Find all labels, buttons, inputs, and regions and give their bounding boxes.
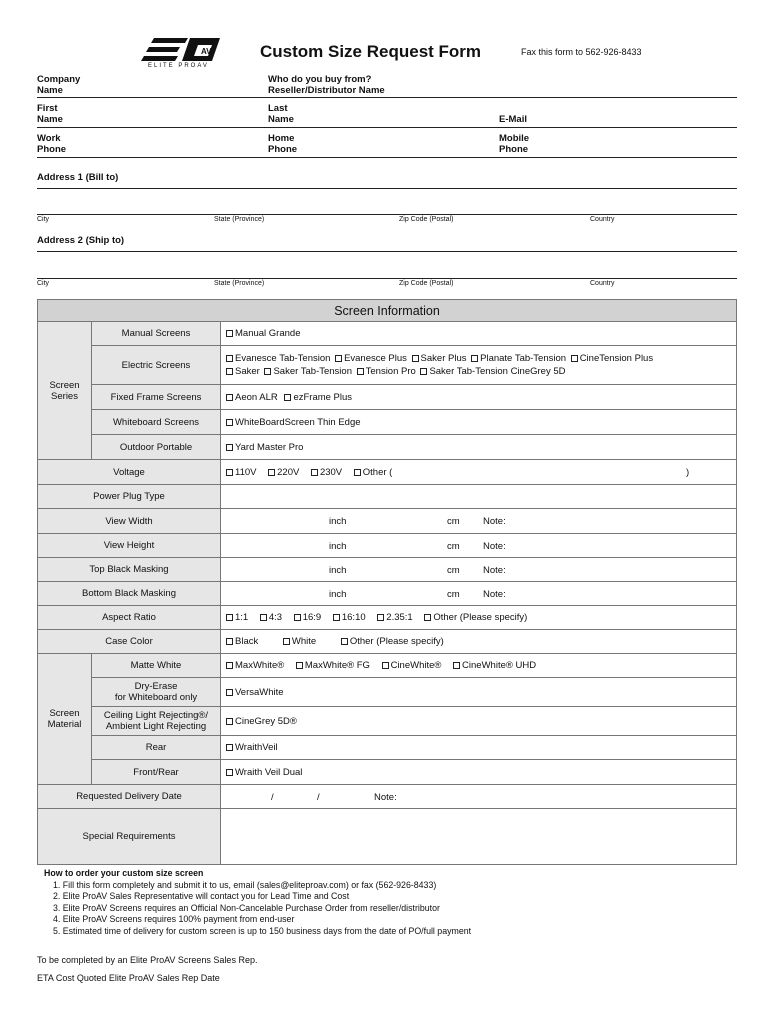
address1-line [37, 188, 737, 189]
front-rear-label: Front/Rear [92, 760, 221, 785]
checkbox[interactable] [377, 614, 384, 621]
checkbox[interactable] [226, 469, 233, 476]
rear-options [221, 736, 737, 760]
how-to-order [44, 868, 471, 937]
voltage-label: Voltage [38, 460, 221, 485]
front-rear-options [221, 760, 737, 785]
how-to-step: 1. Fill this form completely and submit it to us, email (sales@eliteproav.com) or fax (562-926-8433) [53, 879, 437, 890]
who-buy-from-label: Who do you buy from? Reseller/Distributor Name [268, 74, 385, 96]
fixed-frame-screens-label: Fixed Frame Screens [92, 385, 221, 410]
screen-material-label: Screen Material [38, 654, 92, 785]
eta-line: ETA Cost Quoted Elite ProAV Sales Rep Date [37, 973, 220, 983]
option-aeon-alr[interactable]: Aeon ALR [226, 392, 278, 403]
delivery-date-label: Requested Delivery Date [38, 785, 221, 809]
how-to-step: 5. Estimated time of delivery for custom screen is up to 150 business days from the date of PO/full payment [53, 925, 472, 936]
option-saker[interactable]: Saker [226, 366, 260, 377]
option-tension-pro[interactable]: Tension Pro [357, 366, 416, 377]
option-saker-tab-tension[interactable]: Saker Tab-Tension [264, 366, 352, 377]
case-color-label: Case Color [38, 630, 221, 654]
whiteboard-options [221, 410, 737, 435]
screen-information-header: Screen Information [38, 300, 737, 322]
checkbox[interactable] [226, 394, 233, 401]
special-requirements-field[interactable] [221, 809, 737, 865]
address2-country-label: Country [590, 280, 615, 287]
light-rejecting-options [221, 707, 737, 736]
option-maxwhite-fg[interactable]: MaxWhite® FG [296, 660, 370, 671]
power-plug-type-field[interactable] [221, 485, 737, 509]
checkbox[interactable] [571, 355, 578, 362]
first-name-label: First Name [37, 103, 63, 125]
matte-white-options [221, 654, 737, 678]
fixed-frame-options [221, 385, 737, 410]
fax-note: Fax this form to 562-926-8433 [521, 47, 642, 57]
rear-label: Rear [92, 736, 221, 760]
address2-line [37, 251, 737, 252]
view-height-field[interactable]: inch cm Note: [221, 534, 737, 558]
power-plug-type-label: Power Plug Type [38, 485, 221, 509]
option-cinegrey-5d[interactable]: CineGrey 5D® [226, 716, 297, 727]
option-1-1[interactable]: 1:1 [226, 612, 248, 623]
checkbox[interactable] [226, 662, 233, 669]
svg-text:AV: AV [201, 47, 212, 56]
address2-zip-label: Zip Code (Postal) [399, 280, 454, 287]
checkbox[interactable] [268, 469, 275, 476]
logo-text: ELITE PROAV [148, 63, 209, 69]
checkbox[interactable] [341, 638, 348, 645]
mobile-phone-label: Mobile Phone [499, 133, 530, 155]
address1-zip-label: Zip Code (Postal) [399, 216, 454, 223]
company-name-label: Company Name [37, 74, 81, 96]
checkbox[interactable] [412, 355, 419, 362]
address2-city-label: City [37, 280, 50, 287]
option-saker-tab-tension-cinegrey[interactable]: Saker Tab-Tension CineGrey 5D [420, 366, 565, 377]
divider-line [37, 97, 737, 98]
divider-line [37, 157, 737, 158]
option-other-color[interactable]: Other (Please specify) [341, 636, 444, 647]
bottom-black-masking-field[interactable]: inch cm Note: [221, 582, 737, 606]
checkbox[interactable] [453, 662, 460, 669]
option-versawhite[interactable]: VersaWhite [226, 687, 284, 698]
checkbox[interactable] [296, 662, 303, 669]
option-230v[interactable]: 230V [311, 467, 342, 478]
option-other-voltage[interactable]: Other ( [354, 467, 393, 478]
option-2-35-1[interactable]: 2.35:1 [377, 612, 412, 623]
screen-information-table [37, 299, 737, 865]
checkbox[interactable] [354, 469, 361, 476]
manual-screens-options [221, 322, 737, 346]
case-color-options [221, 630, 737, 654]
checkbox[interactable] [226, 419, 233, 426]
option-cinewhite-uhd[interactable]: CineWhite® UHD [453, 660, 536, 671]
address1-city-line [37, 214, 737, 215]
checkbox[interactable] [357, 368, 364, 375]
dry-erase-options [221, 678, 737, 707]
option-saker-plus[interactable]: Saker Plus [412, 353, 467, 364]
option-16-9[interactable]: 16:9 [294, 612, 322, 623]
divider-line [37, 127, 737, 128]
checkbox[interactable] [420, 368, 427, 375]
option-ezframe-plus[interactable]: ezFrame Plus [284, 392, 352, 403]
option-evanesce-tab-tension[interactable]: Evanesce Tab-Tension [226, 353, 330, 364]
elite-proav-logo [140, 36, 225, 70]
aspect-ratio-label: Aspect Ratio [38, 606, 221, 630]
email-label: E-Mail [499, 114, 527, 125]
view-width-field[interactable]: inch cm Note: [221, 509, 737, 534]
option-cinetension-plus[interactable]: CineTension Plus [571, 353, 653, 364]
outdoor-portable-label: Outdoor Portable [92, 435, 221, 460]
address1-city-label: City [37, 216, 50, 223]
address1-state-label: State (Province) [214, 216, 265, 223]
checkbox[interactable] [311, 469, 318, 476]
how-to-step: 4. Elite ProAV Screens requires 100% payment from end-user [53, 914, 295, 924]
option-4-3[interactable]: 4:3 [260, 612, 282, 623]
option-other-aspect[interactable]: Other (Please specify) [424, 612, 527, 623]
checkbox[interactable] [226, 355, 233, 362]
top-black-masking-field[interactable]: inch cm Note: [221, 558, 737, 582]
voltage-close-paren: ) [686, 467, 690, 478]
checkbox[interactable] [333, 614, 340, 621]
option-wraithveil[interactable]: WraithVeil [226, 742, 278, 753]
address2-state-label: State (Province) [214, 280, 265, 287]
option-110v[interactable]: 110V [226, 467, 256, 478]
special-requirements-label: Special Requirements [38, 809, 221, 865]
home-phone-label: Home Phone [268, 133, 298, 155]
checkbox[interactable] [382, 662, 389, 669]
form-title: Custom Size Request Form [260, 42, 482, 61]
option-whiteboardscreen-thin-edge[interactable]: WhiteBoardScreen Thin Edge [226, 417, 361, 428]
address1-label: Address 1 (Bill to) [37, 172, 119, 183]
option-black[interactable]: Black [226, 636, 258, 647]
checkbox[interactable] [284, 394, 291, 401]
checkbox[interactable] [226, 330, 233, 337]
how-to-title: How to order your custom size screen [44, 868, 204, 878]
option-220v[interactable]: 220V [268, 467, 299, 478]
checkbox[interactable] [264, 368, 271, 375]
work-phone-label: Work Phone [37, 133, 67, 155]
checkbox[interactable] [335, 355, 342, 362]
how-to-step: 3. Elite ProAV Screens requires an Official Non-Cancelable Purchase Order from reseller/distributor [53, 902, 440, 913]
electric-screens-options [221, 346, 737, 385]
address2-label: Address 2 (Ship to) [37, 235, 125, 246]
dry-erase-label: Dry-Erase for Whiteboard only [92, 678, 221, 707]
checkbox[interactable] [226, 614, 233, 621]
outdoor-portable-options [221, 435, 737, 460]
aspect-ratio-options [221, 606, 737, 630]
option-cinewhite[interactable]: CineWhite® [382, 660, 442, 671]
option-manual-grande[interactable]: Manual Grande [226, 328, 300, 339]
option-maxwhite[interactable]: MaxWhite® [226, 660, 284, 671]
address2-city-line [37, 278, 737, 279]
option-yard-master-pro[interactable]: Yard Master Pro [226, 442, 303, 453]
option-16-10[interactable]: 16:10 [333, 612, 366, 623]
checkbox[interactable] [226, 689, 233, 696]
checkbox[interactable] [226, 744, 233, 751]
view-height-label: View Height [38, 534, 221, 558]
matte-white-label: Matte White [92, 654, 221, 678]
option-wraith-veil-dual[interactable]: Wraith Veil Dual [226, 767, 302, 778]
top-black-masking-label: Top Black Masking [38, 558, 221, 582]
option-evanesce-plus[interactable]: Evanesce Plus [335, 353, 407, 364]
option-planate-tab-tension[interactable]: Planate Tab-Tension [471, 353, 566, 364]
checkbox[interactable] [226, 444, 233, 451]
bottom-black-masking-label: Bottom Black Masking [38, 582, 221, 606]
electric-screens-label: Electric Screens [92, 346, 221, 385]
last-name-label: Last Name [268, 103, 294, 125]
checkbox[interactable] [260, 614, 267, 621]
option-white[interactable]: White [283, 636, 316, 647]
whiteboard-screens-label: Whiteboard Screens [92, 410, 221, 435]
checkbox[interactable] [226, 638, 233, 645]
checkbox[interactable] [226, 718, 233, 725]
address1-country-label: Country [590, 216, 615, 223]
checkbox[interactable] [283, 638, 290, 645]
view-width-label: View Width [38, 509, 221, 534]
how-to-step: 2. Elite ProAV Sales Representative will contact you for Lead Time and Cost [53, 891, 350, 901]
completed-by-note: To be completed by an Elite ProAV Screens Sales Rep. [37, 955, 258, 965]
screen-series-label: Screen Series [38, 322, 92, 460]
checkbox[interactable] [294, 614, 301, 621]
voltage-options [221, 460, 737, 485]
delivery-date-field[interactable]: / / Note: [221, 785, 737, 809]
checkbox[interactable] [226, 368, 233, 375]
checkbox[interactable] [226, 769, 233, 776]
checkbox[interactable] [424, 614, 431, 621]
checkbox[interactable] [471, 355, 478, 362]
manual-screens-label: Manual Screens [92, 322, 221, 346]
light-rejecting-label: Ceiling Light Rejecting®/ Ambient Light Rejecting [92, 707, 221, 736]
